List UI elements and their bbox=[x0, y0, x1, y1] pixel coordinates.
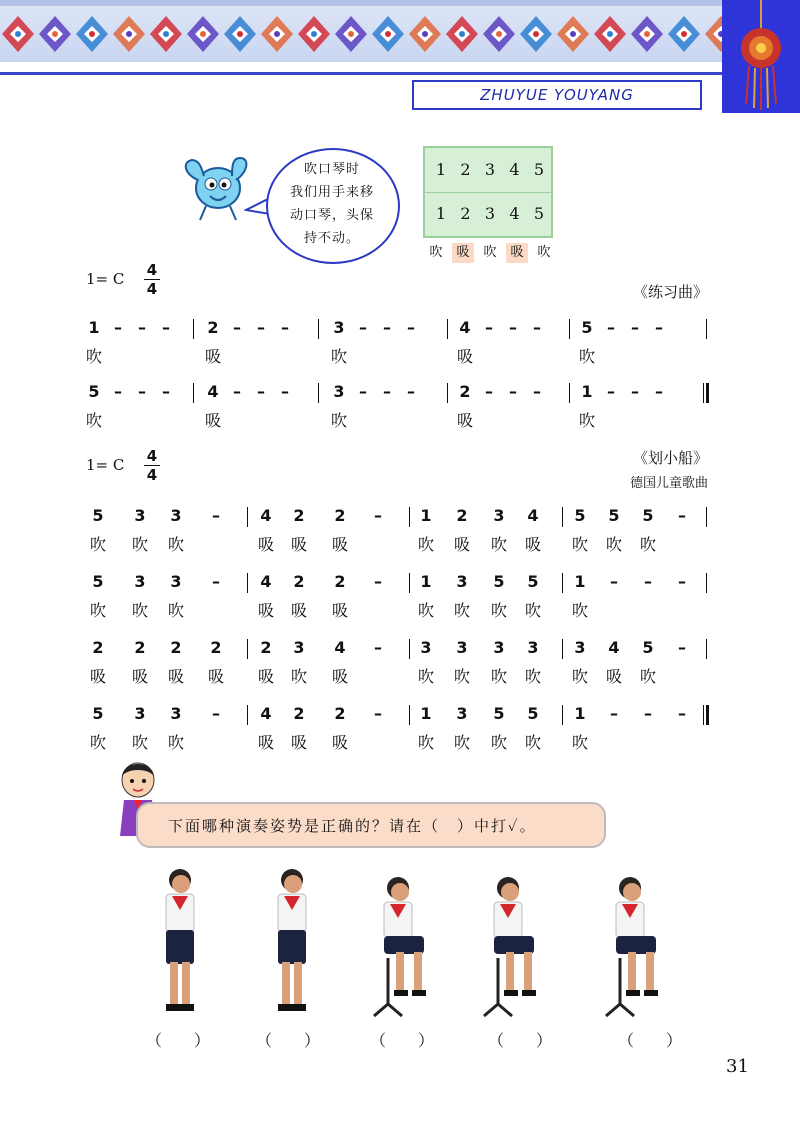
barline bbox=[447, 319, 448, 339]
time-signature bbox=[144, 262, 160, 297]
page-number: 31 bbox=[726, 1056, 749, 1077]
breath-label: 吸 bbox=[452, 243, 474, 263]
answer-blank[interactable]: （ ） bbox=[146, 1031, 211, 1050]
barline bbox=[562, 573, 563, 593]
note: – bbox=[257, 382, 265, 401]
note: 2 bbox=[334, 572, 346, 591]
note: 3 bbox=[170, 572, 182, 591]
note: – bbox=[644, 704, 652, 723]
score-row bbox=[0, 572, 800, 620]
lyric: 吸 bbox=[290, 733, 307, 752]
hole-number: 1 bbox=[435, 204, 447, 223]
note: 5 bbox=[642, 638, 654, 657]
note: 3 bbox=[333, 318, 345, 337]
lyric: 吹 bbox=[167, 601, 184, 620]
lyric: 吹 bbox=[490, 601, 507, 620]
note: 1 bbox=[581, 382, 593, 401]
lyric: 吹 bbox=[571, 601, 588, 620]
lyric: 吹 bbox=[131, 535, 148, 554]
key-signature: 1= C bbox=[86, 270, 125, 288]
note: – bbox=[114, 318, 122, 337]
note: – bbox=[359, 318, 367, 337]
note: – bbox=[678, 572, 686, 591]
lyric: 吹 bbox=[330, 411, 347, 430]
note: 2 bbox=[459, 382, 471, 401]
note: – bbox=[374, 638, 382, 657]
lyric: 吸 bbox=[524, 535, 541, 554]
lyric: 吹 bbox=[639, 667, 656, 686]
note: – bbox=[655, 382, 663, 401]
note: 1 bbox=[420, 572, 432, 591]
note: – bbox=[212, 704, 220, 723]
note: 3 bbox=[134, 506, 146, 525]
note: 3 bbox=[420, 638, 432, 657]
note: 5 bbox=[574, 506, 586, 525]
note: 4 bbox=[207, 382, 219, 401]
barline bbox=[193, 383, 194, 403]
answer-blank[interactable]: （ ） bbox=[618, 1031, 683, 1050]
lyric: 吹 bbox=[578, 411, 595, 430]
note: 2 bbox=[293, 704, 305, 723]
lyric: 吹 bbox=[167, 733, 184, 752]
posture-figure bbox=[262, 866, 342, 1030]
key-signature: 1= C bbox=[86, 456, 125, 474]
note: 2 bbox=[170, 638, 182, 657]
note: 5 bbox=[88, 382, 100, 401]
barline bbox=[247, 507, 248, 527]
note: – bbox=[509, 382, 517, 401]
note: 3 bbox=[170, 704, 182, 723]
note: 2 bbox=[334, 704, 346, 723]
lyric: 吸 bbox=[290, 535, 307, 554]
lyric: 吹 bbox=[605, 535, 622, 554]
note: – bbox=[281, 318, 289, 337]
song-subtitle: 德国儿童歌曲 bbox=[629, 476, 708, 491]
note: 1 bbox=[574, 704, 586, 723]
lyric: 吸 bbox=[456, 411, 473, 430]
song-title: 《划小船》 bbox=[632, 449, 708, 467]
lyric: 吸 bbox=[257, 667, 274, 686]
tip-line: 动口琴，头保 bbox=[289, 208, 374, 223]
barline bbox=[318, 319, 319, 339]
note: 3 bbox=[456, 704, 468, 723]
lyric: 吹 bbox=[524, 667, 541, 686]
note: – bbox=[212, 506, 220, 525]
time-bottom: 4 bbox=[146, 466, 158, 484]
note: 4 bbox=[608, 638, 620, 657]
header-title: ZHUYUE YOUYANG bbox=[480, 86, 634, 104]
lyric: 吹 bbox=[524, 733, 541, 752]
time-top: 4 bbox=[146, 261, 158, 279]
score-row bbox=[0, 704, 800, 752]
final-barline bbox=[703, 383, 709, 403]
pattern-border bbox=[0, 0, 722, 62]
barline bbox=[569, 319, 570, 339]
lyric: 吹 bbox=[453, 733, 470, 752]
note: 5 bbox=[527, 704, 539, 723]
note: – bbox=[407, 382, 415, 401]
barline bbox=[706, 507, 707, 527]
posture-figure bbox=[150, 866, 230, 1030]
note: 3 bbox=[134, 572, 146, 591]
hole-number: 4 bbox=[509, 160, 520, 179]
hole-number: 5 bbox=[533, 204, 545, 223]
note: 3 bbox=[493, 506, 505, 525]
hole-number: 2 bbox=[460, 204, 471, 223]
lyric: 吸 bbox=[605, 667, 622, 686]
lyric: 吸 bbox=[331, 733, 348, 752]
note: 5 bbox=[608, 506, 620, 525]
note: – bbox=[257, 318, 265, 337]
barline bbox=[318, 383, 319, 403]
lyric: 吹 bbox=[578, 347, 595, 366]
lyric: 吹 bbox=[290, 667, 307, 686]
time-top: 4 bbox=[146, 447, 158, 465]
note: 4 bbox=[260, 506, 272, 525]
lyric: 吸 bbox=[204, 411, 221, 430]
breath-label: 吹 bbox=[483, 245, 497, 260]
note: 3 bbox=[456, 638, 468, 657]
note: – bbox=[485, 318, 493, 337]
lyric: 吹 bbox=[571, 733, 588, 752]
hole-number: 3 bbox=[484, 204, 496, 223]
barline bbox=[569, 383, 570, 403]
posture-figure bbox=[480, 866, 560, 1030]
note: – bbox=[233, 382, 241, 401]
barline bbox=[409, 507, 410, 527]
note: – bbox=[610, 704, 618, 723]
note: 3 bbox=[333, 382, 345, 401]
lyric: 吹 bbox=[417, 601, 434, 620]
posture-figure bbox=[602, 866, 682, 1030]
note: – bbox=[233, 318, 241, 337]
note: – bbox=[678, 506, 686, 525]
lyric: 吹 bbox=[571, 535, 588, 554]
note: 1 bbox=[420, 704, 432, 723]
note: 5 bbox=[527, 572, 539, 591]
harmonica-hole-chart bbox=[423, 146, 553, 238]
lyric: 吹 bbox=[453, 667, 470, 686]
lyric: 吹 bbox=[131, 733, 148, 752]
hole-number: 4 bbox=[509, 204, 520, 223]
note: 2 bbox=[210, 638, 222, 657]
note: 2 bbox=[134, 638, 146, 657]
note: 5 bbox=[92, 572, 104, 591]
lyric: 吸 bbox=[207, 667, 224, 686]
chart-divider bbox=[425, 192, 551, 193]
note: 4 bbox=[527, 506, 539, 525]
score-row bbox=[0, 382, 800, 430]
note: – bbox=[509, 318, 517, 337]
barline bbox=[409, 573, 410, 593]
barline bbox=[447, 383, 448, 403]
barline bbox=[706, 573, 707, 593]
note: 4 bbox=[334, 638, 346, 657]
barline bbox=[247, 573, 248, 593]
lyric: 吸 bbox=[453, 535, 470, 554]
lyric: 吸 bbox=[331, 535, 348, 554]
note: – bbox=[644, 572, 652, 591]
note: – bbox=[383, 382, 391, 401]
lyric: 吸 bbox=[290, 601, 307, 620]
time-bottom: 4 bbox=[146, 280, 158, 298]
note: 4 bbox=[260, 572, 272, 591]
hole-number: 1 bbox=[435, 160, 447, 179]
note: 1 bbox=[574, 572, 586, 591]
note: 5 bbox=[493, 704, 505, 723]
score-row bbox=[0, 506, 800, 554]
song-title: 《练习曲》 bbox=[632, 283, 708, 301]
lyric: 吹 bbox=[85, 411, 102, 430]
breath-labels bbox=[425, 243, 555, 263]
note: 5 bbox=[92, 704, 104, 723]
hole-number: 5 bbox=[533, 160, 545, 179]
note: – bbox=[678, 704, 686, 723]
barline bbox=[562, 507, 563, 527]
lyric: 吸 bbox=[89, 667, 106, 686]
barline bbox=[562, 639, 563, 659]
lyric: 吹 bbox=[85, 347, 102, 366]
answer-blank[interactable]: （ ） bbox=[370, 1031, 435, 1050]
header-rule bbox=[0, 72, 722, 75]
lyric: 吹 bbox=[330, 347, 347, 366]
note: – bbox=[407, 318, 415, 337]
note: 2 bbox=[293, 572, 305, 591]
note: – bbox=[359, 382, 367, 401]
lyric: 吹 bbox=[571, 667, 588, 686]
lyric: 吸 bbox=[204, 347, 221, 366]
barline bbox=[706, 639, 707, 659]
lyric: 吸 bbox=[331, 667, 348, 686]
answer-blank[interactable]: （ ） bbox=[488, 1031, 553, 1050]
barline bbox=[409, 639, 410, 659]
note: – bbox=[374, 572, 382, 591]
lyric: 吹 bbox=[167, 535, 184, 554]
note: 4 bbox=[260, 704, 272, 723]
note: 2 bbox=[456, 506, 468, 525]
tip-line: 持不动。 bbox=[303, 231, 360, 246]
note: – bbox=[138, 318, 146, 337]
note: – bbox=[607, 382, 615, 401]
score-row bbox=[0, 638, 800, 686]
note: 3 bbox=[170, 506, 182, 525]
lyric: 吹 bbox=[490, 667, 507, 686]
note: 2 bbox=[293, 506, 305, 525]
barline bbox=[247, 705, 248, 725]
note: 3 bbox=[574, 638, 586, 657]
lyric: 吹 bbox=[131, 601, 148, 620]
note: – bbox=[678, 638, 686, 657]
hole-number: 2 bbox=[460, 160, 471, 179]
hole-row-draw bbox=[431, 204, 549, 223]
note: 3 bbox=[293, 638, 305, 657]
note: 3 bbox=[527, 638, 539, 657]
note: – bbox=[212, 572, 220, 591]
breath-label: 吸 bbox=[506, 243, 528, 263]
note: 5 bbox=[92, 506, 104, 525]
question-text: 下面哪种演奏姿势是正确的？请在（ ）中打✓。 bbox=[168, 817, 537, 835]
note: – bbox=[655, 318, 663, 337]
score-row bbox=[0, 318, 800, 366]
lyric: 吹 bbox=[639, 535, 656, 554]
lyric: 吸 bbox=[257, 535, 274, 554]
note: – bbox=[114, 382, 122, 401]
answer-blank[interactable]: （ ） bbox=[256, 1031, 321, 1050]
lyric: 吹 bbox=[89, 601, 106, 620]
note: 5 bbox=[493, 572, 505, 591]
tip-line: 吹口琴时 bbox=[303, 162, 360, 177]
note: 3 bbox=[456, 572, 468, 591]
barline bbox=[562, 705, 563, 725]
note: – bbox=[374, 704, 382, 723]
corner-ornament bbox=[722, 0, 800, 113]
note: – bbox=[162, 382, 170, 401]
lyric: 吹 bbox=[89, 535, 106, 554]
hole-number: 3 bbox=[484, 160, 496, 179]
speech-bubble-text bbox=[282, 158, 382, 250]
lyric: 吸 bbox=[257, 601, 274, 620]
note: – bbox=[533, 382, 541, 401]
note: 4 bbox=[459, 318, 471, 337]
note: 3 bbox=[493, 638, 505, 657]
note: – bbox=[607, 318, 615, 337]
barline bbox=[193, 319, 194, 339]
note: – bbox=[162, 318, 170, 337]
posture-figure bbox=[370, 866, 450, 1030]
barline bbox=[706, 319, 707, 339]
lyric: 吹 bbox=[524, 601, 541, 620]
hole-row-blow bbox=[431, 160, 549, 179]
decorative-banner bbox=[0, 0, 722, 62]
note: – bbox=[383, 318, 391, 337]
note: 3 bbox=[134, 704, 146, 723]
barline bbox=[409, 705, 410, 725]
note: – bbox=[485, 382, 493, 401]
note: – bbox=[610, 572, 618, 591]
lyric: 吸 bbox=[257, 733, 274, 752]
lyric: 吹 bbox=[453, 601, 470, 620]
note: 2 bbox=[207, 318, 219, 337]
note: 1 bbox=[420, 506, 432, 525]
note: – bbox=[281, 382, 289, 401]
lyric: 吸 bbox=[331, 601, 348, 620]
note: 2 bbox=[334, 506, 346, 525]
note: 2 bbox=[260, 638, 272, 657]
note: – bbox=[374, 506, 382, 525]
lyric: 吸 bbox=[456, 347, 473, 366]
lyric: 吹 bbox=[417, 667, 434, 686]
note: 5 bbox=[642, 506, 654, 525]
lyric: 吸 bbox=[167, 667, 184, 686]
note: – bbox=[631, 318, 639, 337]
time-signature bbox=[144, 448, 160, 483]
breath-label: 吹 bbox=[537, 245, 551, 260]
tip-line: 我们用手来移 bbox=[289, 185, 374, 200]
lyric: 吹 bbox=[89, 733, 106, 752]
final-barline bbox=[703, 705, 709, 725]
note: – bbox=[533, 318, 541, 337]
lyric: 吸 bbox=[131, 667, 148, 686]
note: – bbox=[138, 382, 146, 401]
lyric: 吹 bbox=[490, 535, 507, 554]
lyric: 吹 bbox=[417, 535, 434, 554]
note: – bbox=[631, 382, 639, 401]
note: 5 bbox=[581, 318, 593, 337]
note: 2 bbox=[92, 638, 104, 657]
breath-label: 吹 bbox=[429, 245, 443, 260]
lyric: 吹 bbox=[417, 733, 434, 752]
note: 1 bbox=[88, 318, 100, 337]
lyric: 吹 bbox=[490, 733, 507, 752]
barline bbox=[247, 639, 248, 659]
